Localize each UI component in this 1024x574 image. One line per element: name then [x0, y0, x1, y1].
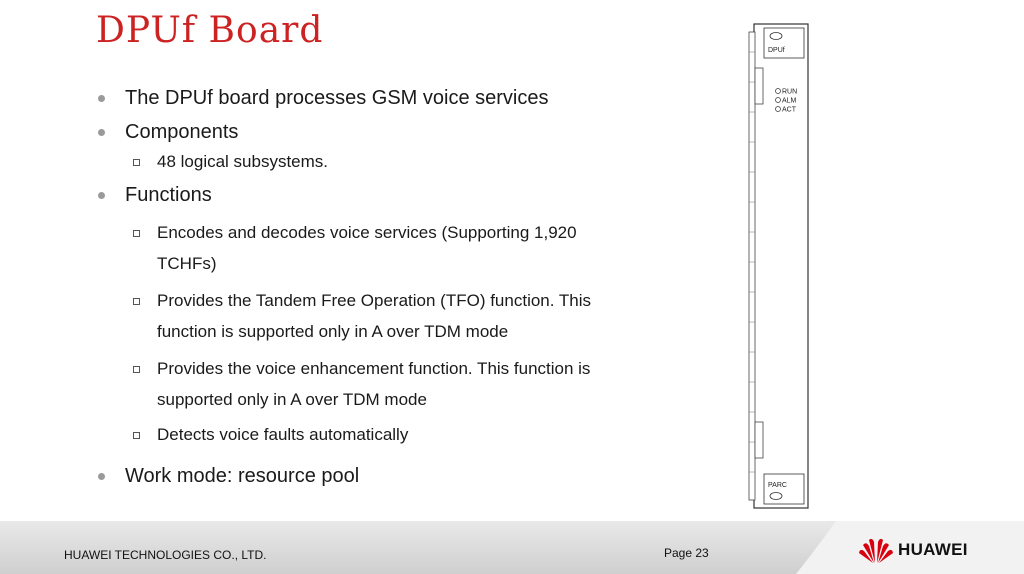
bullet-text: Components	[125, 121, 239, 143]
square-bullet-icon	[133, 298, 140, 305]
sub-bullet-text: Detects voice faults automatically	[157, 425, 409, 444]
huawei-logo-icon	[858, 536, 894, 564]
sub-bullet-text: Provides the Tandem Free Operation (TFO) function. This	[157, 291, 592, 310]
bullet-dot-icon	[98, 192, 105, 199]
sub-bullet-item	[96, 217, 656, 279]
bullet-item	[96, 84, 656, 112]
bottom-latch	[755, 422, 763, 458]
led-alm-label: ALM	[782, 97, 797, 105]
bullet-dot-icon	[98, 473, 105, 480]
dpuf-board-diagram	[746, 22, 812, 510]
sub-bullet-item	[96, 285, 656, 347]
sub-bullet-text: supported only in A over TDM mode	[157, 390, 427, 409]
sub-bullet-item	[96, 353, 656, 415]
company-name: HUAWEI TECHNOLOGIES CO., LTD.	[64, 548, 267, 562]
led-act-label: ACT	[782, 106, 796, 114]
board-bottom-label: PARC	[768, 482, 787, 489]
square-bullet-icon	[133, 230, 140, 237]
sub-bullet-text: Encodes and decodes voice services (Supporting 1,920	[157, 223, 577, 242]
sub-bullet-text: Provides the voice enhancement function. This function is	[157, 359, 591, 378]
slide-title: DPUf Board	[96, 10, 324, 51]
led-run-label: RUN	[782, 88, 798, 96]
bullet-text: Functions	[125, 184, 212, 206]
sub-bullet-item	[96, 146, 656, 177]
board-top-label: DPUf	[768, 47, 785, 54]
bullet-item	[96, 462, 656, 490]
square-bullet-icon	[133, 432, 140, 439]
sub-bullet-text: TCHFs)	[157, 254, 217, 273]
bullet-dot-icon	[98, 129, 105, 136]
bullet-text: Work mode: resource pool	[125, 465, 360, 487]
bullet-dot-icon	[98, 95, 105, 102]
bullet-item	[96, 118, 656, 146]
sub-bullet-item	[96, 419, 656, 450]
bullet-item	[96, 181, 656, 209]
page-number: Page 23	[664, 546, 709, 560]
square-bullet-icon	[133, 366, 140, 373]
huawei-brand-text: HUAWEI	[898, 540, 968, 559]
sub-bullet-text: 48 logical subsystems.	[157, 152, 329, 171]
bullet-list	[96, 84, 656, 490]
sub-bullet-text: function is supported only in A over TDM mode	[157, 322, 509, 341]
square-bullet-icon	[133, 159, 140, 166]
top-latch	[755, 68, 763, 104]
bullet-text: The DPUf board processes GSM voice services	[125, 87, 549, 109]
